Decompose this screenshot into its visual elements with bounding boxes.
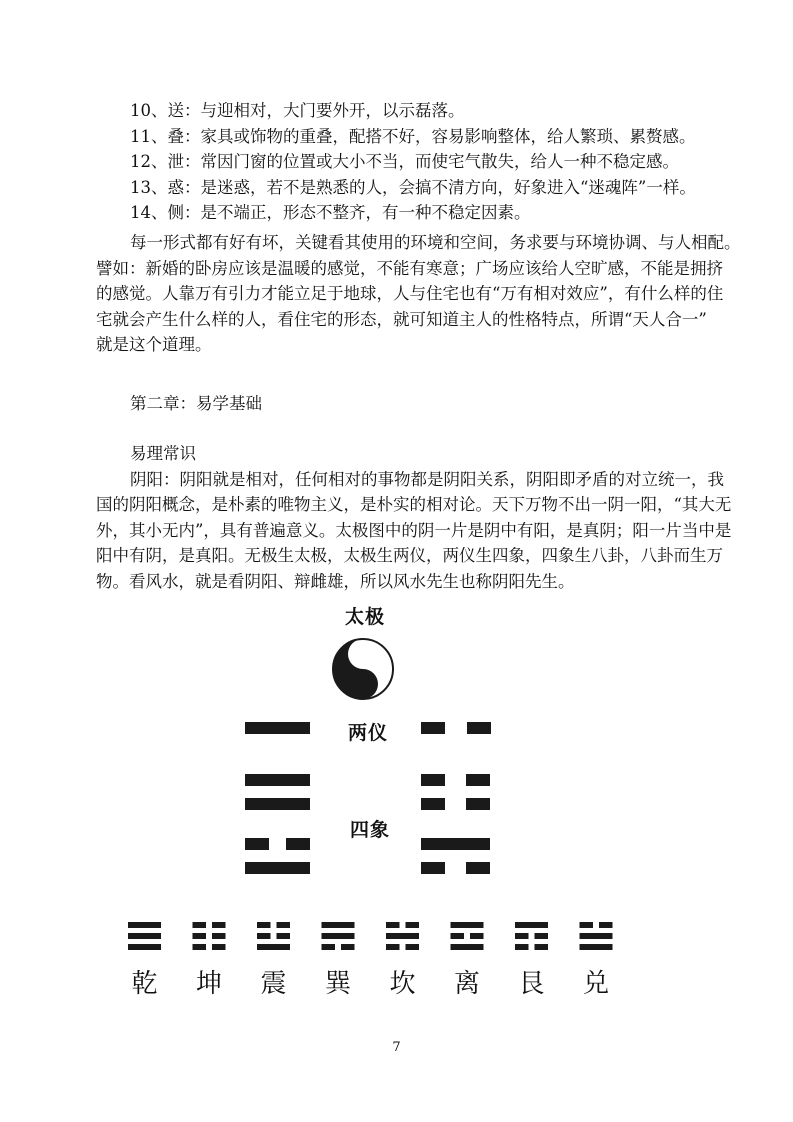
- trigram-name: 离: [453, 969, 480, 999]
- sixiang-line: [245, 798, 310, 810]
- trigram-7-yin-segment: [535, 933, 549, 939]
- trigram-2-yin-segment: [212, 944, 226, 950]
- sixiang-line: [245, 862, 310, 874]
- trigram-2-yin-segment: [193, 922, 207, 928]
- list-item: 11、叠：家具或饰物的重叠，配搭不好，容易影响整体，给人繁琐、累赘感。: [130, 126, 696, 146]
- sixiang-line: [466, 774, 490, 786]
- list-item: 12、泄：常因门窗的位置或大小不当，而使宅气散失，给人一种不稳定感。: [130, 152, 679, 171]
- trigram-name: 坎: [389, 969, 416, 999]
- paragraph-line: 宅就会产生什么样的人，看住宅的形态，就可知道主人的性格特点，所谓“天人合一”: [96, 309, 707, 329]
- trigram-4-yang-line: [322, 933, 355, 939]
- list-item: 10、送：与迎相对，大门要外开，以示磊落。: [130, 101, 465, 120]
- sixiang-label: 四象: [350, 819, 391, 841]
- liangyi-yang-line: [245, 722, 310, 734]
- taiji-label: 太极: [345, 606, 386, 628]
- sixiang-line: [421, 774, 445, 786]
- liangyi-yin-line-left: [421, 722, 445, 734]
- sixiang-line: [245, 838, 269, 850]
- paragraph-line: 国的阴阳概念，是朴素的唯物主义，是朴实的相对论。天下万物不出一阴一阳，“其大无: [96, 495, 732, 514]
- trigram-8-yang-line: [580, 944, 613, 950]
- sixiang-line: [421, 798, 445, 810]
- sixiang-line: [286, 838, 310, 850]
- trigram-8-yang-line: [580, 933, 613, 939]
- trigram-5-yin-segment: [406, 944, 420, 950]
- trigram-name: 巽: [324, 969, 351, 999]
- liangyi-label: 两仪: [348, 722, 389, 744]
- trigram-6-yin-segment: [470, 933, 484, 939]
- trigram-2-yin-segment: [212, 922, 226, 928]
- trigram-7-yin-segment: [515, 944, 529, 950]
- trigram-7-yin-segment: [535, 944, 549, 950]
- trigram-4-yin-segment: [322, 944, 336, 950]
- paragraph-line: 就是这个道理。: [96, 335, 212, 354]
- sixiang-line: [245, 774, 310, 786]
- trigram-name: 乾: [131, 969, 158, 999]
- trigram-7-yang-line: [515, 922, 548, 928]
- sixiang-line: [466, 798, 490, 810]
- trigram-6-yin-segment: [451, 933, 465, 939]
- trigram-2-yin-segment: [193, 944, 207, 950]
- trigram-4-yin-segment: [341, 944, 355, 950]
- paragraph-line: 的感觉。人靠万有引力才能立足于地球，人与住宅也有“万有相对效应”，有什么样的住: [96, 284, 724, 303]
- trigram-2-yin-segment: [212, 933, 226, 939]
- trigram-name: 坤: [195, 969, 222, 999]
- list-item: 14、侧：是不端正，形态不整齐，有一种不稳定因素。: [130, 203, 531, 222]
- trigram-2-yin-segment: [193, 933, 207, 939]
- trigram-6-yang-line: [451, 922, 484, 928]
- trigram-name: 兑: [582, 969, 609, 999]
- paragraph-line: 外，其小无内”，具有普遍意义。太极图中的阴一片是阴中有阳，是真阴；阳一片当中是: [96, 520, 732, 540]
- paragraph-line: 譬如：新婚的卧房应该是温暖的感觉，不能有寒意；广场应该给人空旷感，不能是拥挤: [96, 258, 723, 278]
- trigram-3-yin-segment: [257, 922, 271, 928]
- trigram-3-yin-segment: [257, 933, 271, 939]
- trigram-8-yin-segment: [599, 922, 613, 928]
- trigram-name: 震: [260, 969, 287, 999]
- trigram-5-yin-segment: [406, 922, 420, 928]
- trigram-5-yang-line: [386, 933, 419, 939]
- trigram-5-yin-segment: [386, 944, 400, 950]
- page-number: 7: [392, 1040, 401, 1055]
- sixiang-line: [421, 862, 445, 874]
- sixiang-line: [466, 862, 490, 874]
- trigram-8-yin-segment: [580, 922, 594, 928]
- liangyi-yin-line-right: [467, 722, 491, 734]
- paragraph-line: 阳中有阴，是真阳。无极生太极，太极生两仪，两仪生四象，四象生八卦，八卦而生万: [96, 546, 723, 565]
- list-item: 13、惑：是迷惑，若不是熟悉的人，会搞不清方向，好象进入“迷魂阵”一样。: [130, 177, 696, 197]
- trigram-1-yang-line: [128, 944, 161, 950]
- sixiang-line: [421, 838, 490, 850]
- trigram-7-yin-segment: [515, 933, 529, 939]
- trigram-3-yang-line: [257, 944, 290, 950]
- paragraph-line: 物。看风水，就是看阴阳、辩雌雄，所以风水先生也称阴阳先生。: [96, 571, 575, 591]
- trigram-5-yin-segment: [386, 922, 400, 928]
- section-title: 易理常识: [130, 444, 196, 463]
- paragraph-line: 阴阳：阴阳就是相对，任何相对的事物都是阴阳关系，阴阳即矛盾的对立统一，我: [130, 469, 724, 489]
- trigram-3-yin-segment: [277, 933, 291, 939]
- trigram-3-yin-segment: [277, 922, 291, 928]
- chapter-title: 第二章：易学基础: [130, 394, 262, 413]
- trigram-1-yang-line: [128, 922, 161, 928]
- trigram-6-yang-line: [451, 944, 484, 950]
- trigram-group: [128, 922, 613, 950]
- trigram-4-yang-line: [322, 922, 355, 928]
- trigram-name: 艮: [518, 969, 545, 999]
- paragraph-line: 每一形式都有好有坏，关键看其使用的环境和空间，务求要与环境协调、与人相配。: [130, 233, 741, 252]
- trigram-1-yang-line: [128, 933, 161, 939]
